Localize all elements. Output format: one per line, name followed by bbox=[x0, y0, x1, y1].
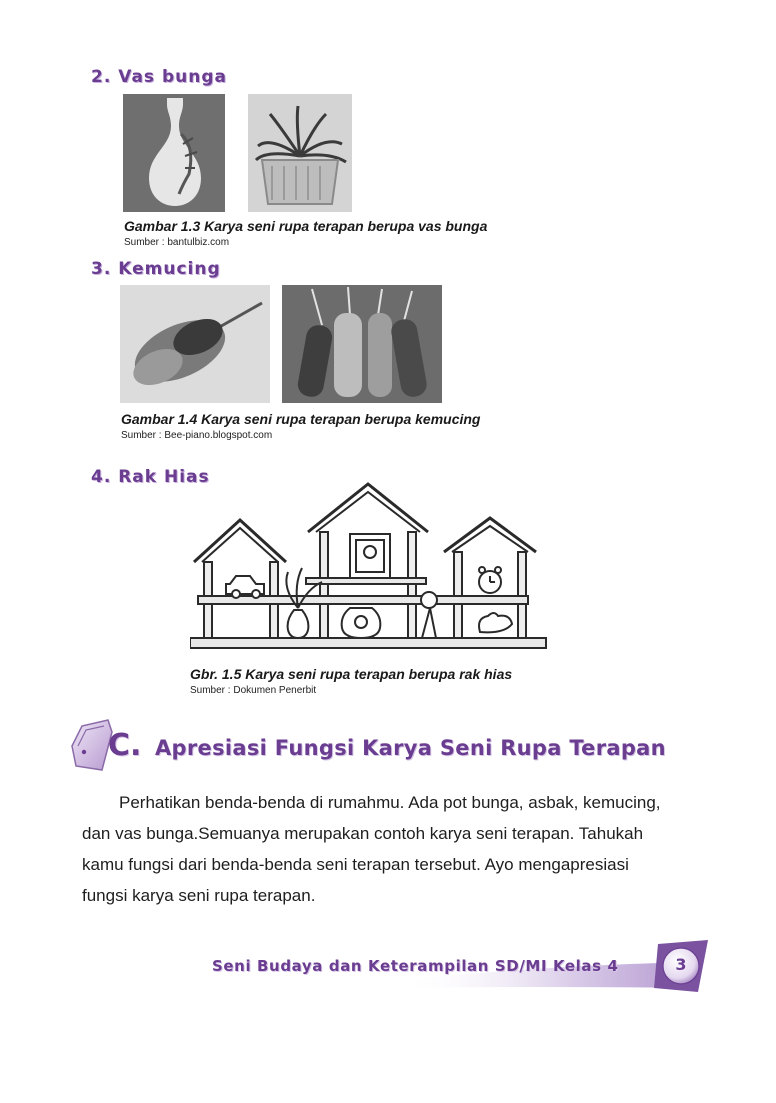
vase-photo bbox=[123, 94, 225, 212]
footer-book-title: Seni Budaya dan Keterampilan SD/MI Kelas 4 bbox=[212, 957, 619, 975]
item-heading-vas-bunga bbox=[91, 67, 227, 87]
section-badge bbox=[68, 716, 160, 778]
page-number-badge bbox=[654, 938, 710, 994]
paragraph-line: Perhatikan benda-benda di rumahmu. Ada pot bunga, asbak, kemucing, bbox=[119, 793, 661, 812]
figure-caption: Gbr. 1.5 Karya seni rupa terapan berupa rak hias bbox=[190, 666, 513, 682]
item-number: 3. bbox=[91, 259, 112, 279]
dusters-bundle-photo bbox=[282, 285, 442, 403]
paragraph-line: fungsi karya seni rupa terapan. bbox=[82, 886, 316, 905]
feather-duster-photo bbox=[120, 285, 270, 403]
decorative-shelf-illustration bbox=[190, 482, 550, 652]
figure-source: Sumber : Dokumen Penerbit bbox=[190, 685, 317, 696]
item-number: 2. bbox=[91, 67, 112, 87]
page-number: 3 bbox=[675, 955, 687, 974]
item-title: Kemucing bbox=[118, 259, 221, 279]
figure-source: Sumber : Bee-piano.blogspot.com bbox=[121, 430, 273, 441]
planter-photo bbox=[248, 94, 352, 212]
item-title: Vas bunga bbox=[118, 67, 227, 87]
item-heading-kemucing bbox=[91, 259, 221, 279]
section-letter: C. bbox=[108, 728, 142, 763]
item-number: 4. bbox=[91, 467, 112, 487]
figure-source: Sumber : bantulbiz.com bbox=[124, 237, 230, 248]
paragraph-line: dan vas bunga.Semuanya merupakan contoh karya seni terapan. Tahukah bbox=[82, 824, 644, 843]
paragraph-line: kamu fungsi dari benda-benda seni terapan tersebut. Ayo mengapresiasi bbox=[82, 855, 629, 874]
figure-caption: Gambar 1.3 Karya seni rupa terapan berupa vas bunga bbox=[124, 218, 488, 234]
item-title: Rak Hias bbox=[118, 467, 210, 487]
figure-caption: Gambar 1.4 Karya seni rupa terapan berupa kemucing bbox=[121, 411, 481, 427]
section-title: Apresiasi Fungsi Karya Seni Rupa Terapan bbox=[155, 736, 666, 760]
section-paragraph bbox=[82, 787, 692, 911]
